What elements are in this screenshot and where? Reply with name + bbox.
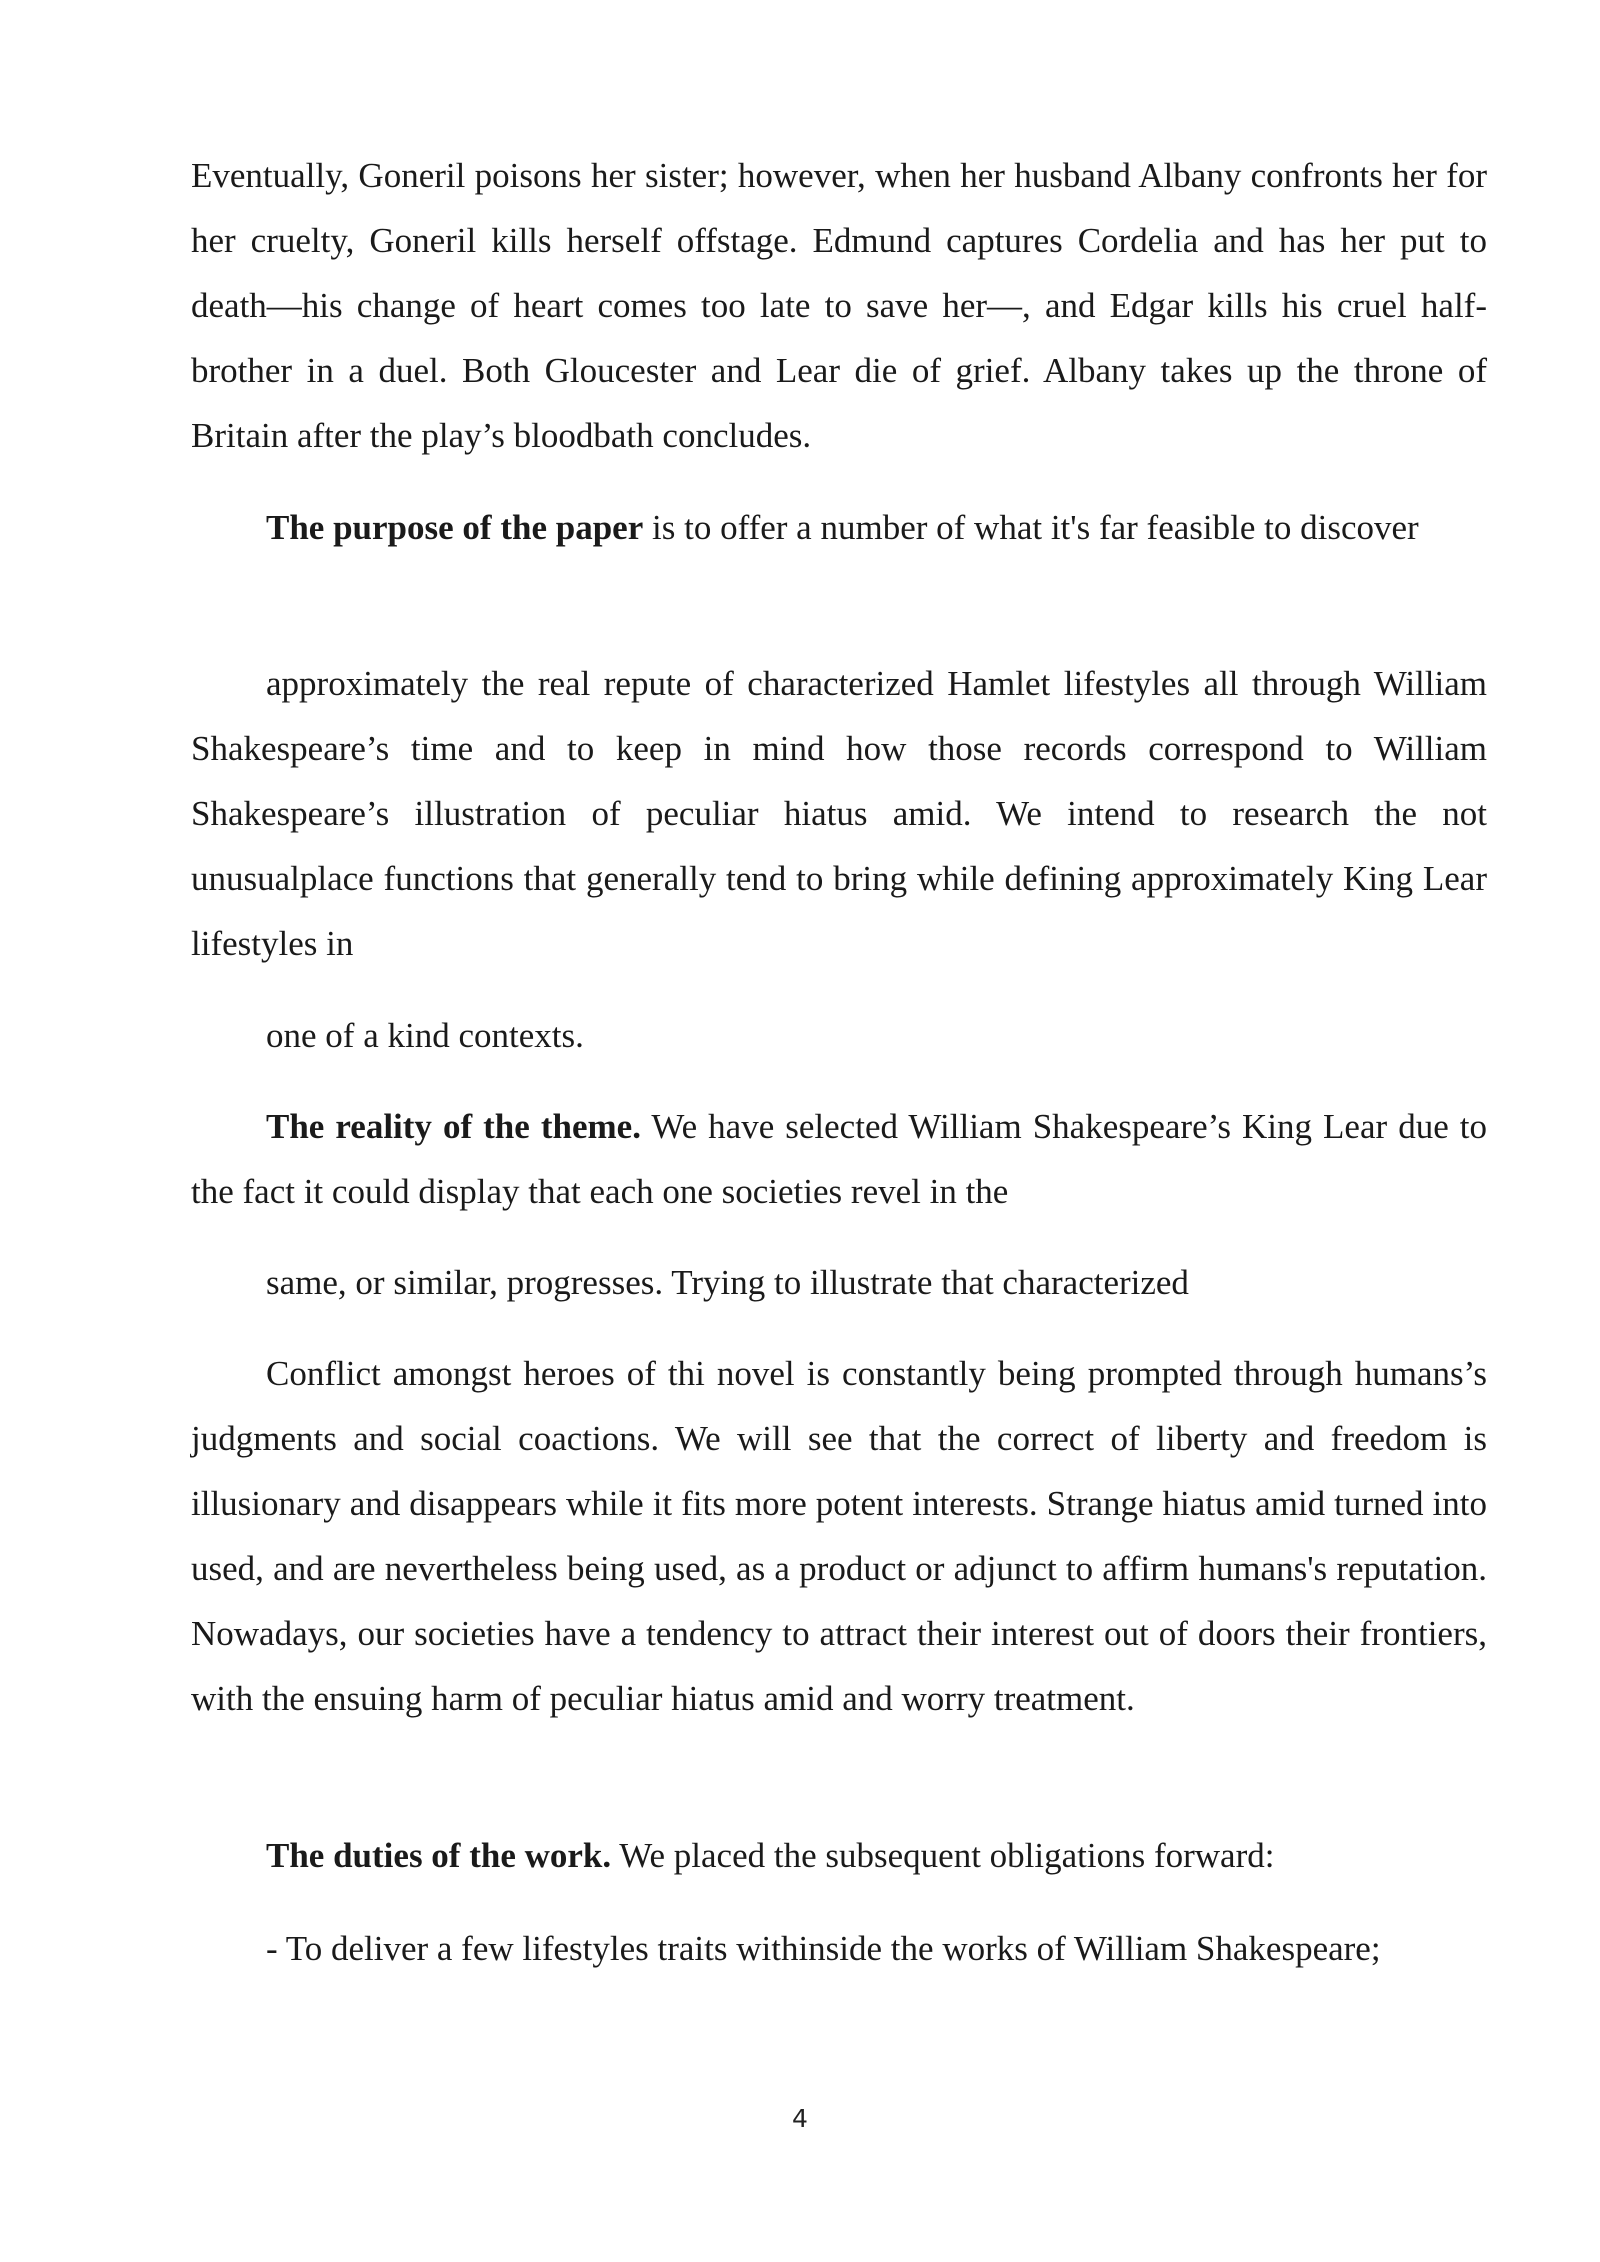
paragraph-duties	[191, 1823, 1487, 1888]
paragraph-contexts: one of a kind contexts.	[266, 1016, 584, 1055]
paragraph-summary-ending: Eventually, Goneril poisons her sister; however, when her husband Albany confronts her for her cruelty, Goneril kills herself offstage. Edmund captures Cordelia and has her put to death—his change of heart comes too late to save her—, and Edgar kills his cruel half-brother in a duel. Both Gloucester and Lear die of grief. Albany takes up the throne of Britain after the play’s bloodbath concludes.	[191, 156, 1487, 455]
paragraph-theme-continued: same, or similar, progresses. Trying to illustrate that characterized	[266, 1263, 1189, 1302]
paragraph-theme	[191, 1094, 1487, 1224]
theme-heading: The reality of the theme.	[266, 1107, 641, 1146]
duties-text: We placed the subsequent obligations forward:	[611, 1836, 1275, 1875]
paragraph-purpose	[191, 495, 1487, 560]
theme-text: We have selected William Shakespeare’s King Lear due to the fact it could display that each one societies revel in the	[191, 1107, 1487, 1211]
paragraph-conflict: Conflict amongst heroes of thi novel is constantly being prompted through humans’s judgments and social coactions. We will see that the correct of liberty and freedom is illusionary and disappears while it fits more potent interests. Strange hiatus amid turned into used, and are nevertheless being used, as a product or adjunct to affirm humans's reputation. Nowadays, our societies have a tendency to attract their interest out of doors their frontiers, with the ensuing harm of peculiar hiatus amid and worry treatment.	[191, 1354, 1487, 1718]
paragraph-purpose-continued: approximately the real repute of characterized Hamlet lifestyles all through William Shakespeare’s time and to keep in mind how those records correspond to William Shakespeare’s illustration of peculiar hiatus amid. We intend to research the not unusualplace functions that generally tend to bring while defining approximately King Lear lifestyles in	[191, 664, 1487, 963]
duties-heading: The duties of the work.	[266, 1836, 612, 1875]
page-number: 4	[792, 2104, 808, 2133]
paragraph-duty-item: - To deliver a few lifestyles traits withinside the works of William Shakespeare;	[266, 1929, 1381, 1968]
purpose-text: is to offer a number of what it's far feasible to discover	[643, 508, 1419, 547]
purpose-heading: The purpose of the paper	[266, 508, 644, 547]
